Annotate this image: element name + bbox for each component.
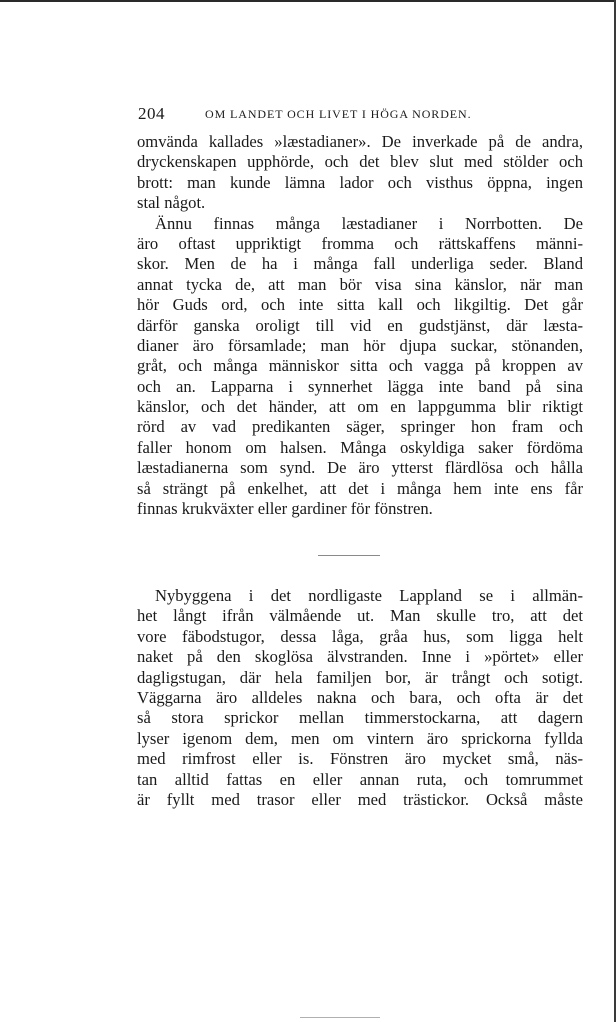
paragraph-2 [137, 214, 583, 520]
top-edge-rule [0, 0, 616, 2]
text-line: äro oftast uppriktigt fromma och rättskaffens männi- [137, 233, 583, 253]
text-line: dianer äro församlade; man hör djupa suckar, stönanden, [137, 335, 583, 355]
text-line: skor. Men de ha i många fall underliga seder. Bland [137, 254, 583, 274]
text-line: vore fäbodstugor, dessa låga, gråa hus, som ligga helt [137, 626, 583, 646]
text-line: så strängt på enkelhet, att det i många hem inte ens får [137, 478, 583, 498]
text-line: Ännu finnas många læstadianer i Norrbotten. De [155, 213, 583, 233]
text-line: tan alltid fattas en eller annan ruta, och tomrummet [137, 769, 583, 789]
running-head: OM LANDET OCH LIVET I HÖGA NORDEN. [205, 107, 472, 121]
text-line: hör Guds ord, och inte sitta kall och likgiltig. Det går [137, 295, 583, 315]
text-line: Nybyggena i det nordligaste Lappland se i allmän- [155, 586, 583, 605]
text-line: med rimfrost eller is. Fönstren äro mycket små, näs- [137, 749, 583, 769]
text-line: brott: man kunde lämna lador och visthus öppna, ingen [137, 172, 583, 192]
text-line: rörd av vad predikanten säger, springer hon fram och [137, 417, 583, 437]
page-number: 204 [138, 104, 165, 123]
text-line: faller honom om halsen. Många oskyldiga saker fördöma [137, 437, 583, 457]
text-line: stal något. [137, 193, 206, 213]
paragraph-1 [137, 132, 583, 214]
text-line: gråt, och många människor sitta och vagga på kroppen av [137, 356, 583, 376]
text-line: och an. Lapparna i synnerhet lägga inte band på sina [137, 376, 583, 396]
text-line: lyser igenom dem, men om vintern äro sprickorna fyllda [137, 728, 583, 748]
text-line: finnas krukväxter eller gardiner för fönstren. [137, 499, 433, 519]
page-header [138, 104, 598, 124]
text-line: dagligstugan, där hela familjen bor, är trångt och sotigt. [137, 667, 583, 687]
text-line: därför ganska oroligt till vid en gudstjänst, där læsta- [137, 315, 583, 335]
text-block-upper [137, 132, 583, 519]
paragraph-3 [137, 586, 583, 810]
text-line: læstadianerna som synd. De äro ytterst flärdlösa och hålla [137, 458, 583, 478]
text-line: dryckenskapen upphörde, och det blev slut med stölder och [137, 152, 583, 172]
section-divider [318, 555, 380, 556]
text-line: så stora sprickor mellan timmerstockarna, att dagern [137, 708, 583, 728]
text-line: het långt ifrån välmående ut. Man skulle tro, att det [137, 606, 583, 626]
text-block-lower [137, 586, 583, 810]
text-line: annat tycka de, att man bör visa sina känslor, när man [137, 274, 583, 294]
text-line: Väggarna äro alldeles nakna och bara, och ofta är det [137, 687, 583, 707]
text-line: naket på den skoglösa älvstranden. Inne i »pörtet» eller [137, 647, 583, 667]
text-line: känslor, och det händer, att om en lappgumma blir riktigt [137, 397, 583, 417]
text-line: omvända kallades »læstadianer». De inverkade på de andra, [137, 132, 583, 151]
text-line: är fyllt med trasor eller med trästickor. Också måste [137, 789, 583, 809]
bottom-edge-mark [300, 1017, 380, 1018]
